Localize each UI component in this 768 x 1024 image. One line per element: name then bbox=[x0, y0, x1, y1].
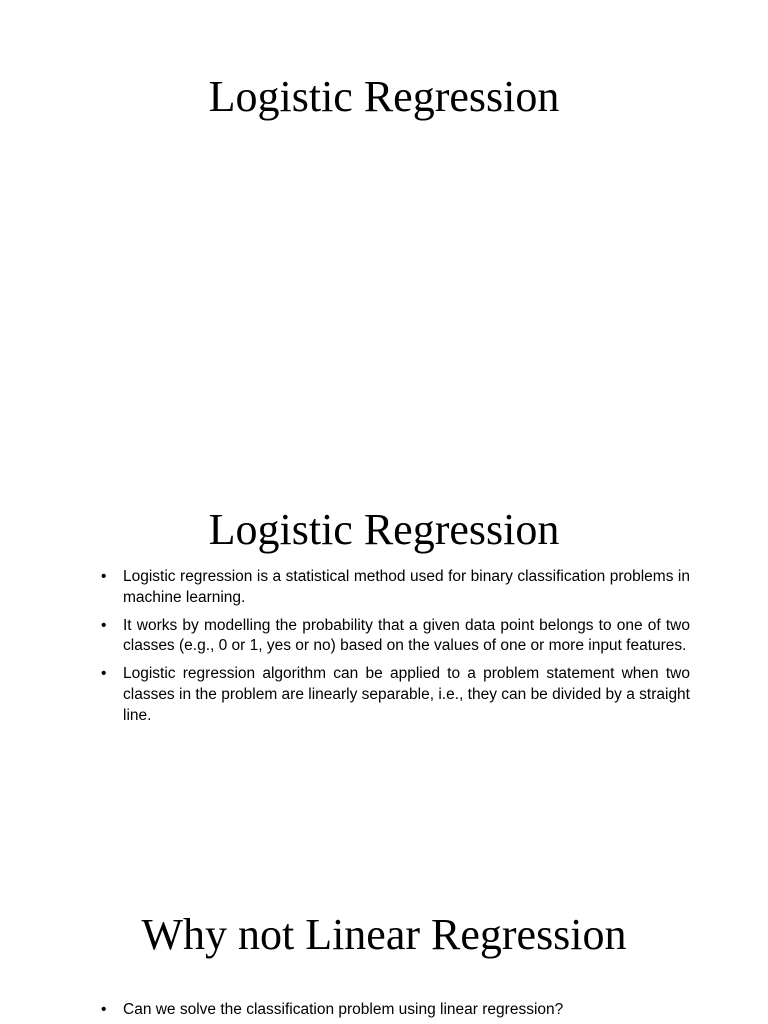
slide-3-title: Why not Linear Regression bbox=[141, 910, 627, 959]
slide-2-title: Logistic Regression bbox=[208, 505, 560, 554]
bullet-icon: • bbox=[101, 1001, 107, 1018]
slide-1-title: Logistic Regression bbox=[208, 72, 560, 121]
bullet-icon: • bbox=[101, 616, 107, 634]
bullet-text: Logistic regression is a statistical method used for binary classification problems in machine learning. bbox=[123, 568, 690, 606]
bullet-icon: • bbox=[101, 665, 107, 683]
bullet-item bbox=[100, 567, 690, 609]
bullet-text: It works by modelling the probability that a given data point belongs to one of two classes (e.g., 0 or 1, yes or no) based on the values of one or more input features. bbox=[123, 616, 690, 655]
slide-2-bullet-list bbox=[100, 567, 690, 734]
bullet-item bbox=[100, 1000, 690, 1021]
bullet-text: Logistic regression algorithm can be applied to a problem statement when two classes in the problem are linearly separable, i.e., they can be divided by a straight line. bbox=[123, 665, 690, 724]
bullet-item bbox=[100, 664, 690, 726]
bullet-item bbox=[100, 616, 690, 658]
bullet-icon: • bbox=[101, 568, 107, 585]
slide-3-bullet-list bbox=[100, 1000, 690, 1024]
bullet-text: Can we solve the classification problem using linear regression? bbox=[123, 1001, 564, 1018]
